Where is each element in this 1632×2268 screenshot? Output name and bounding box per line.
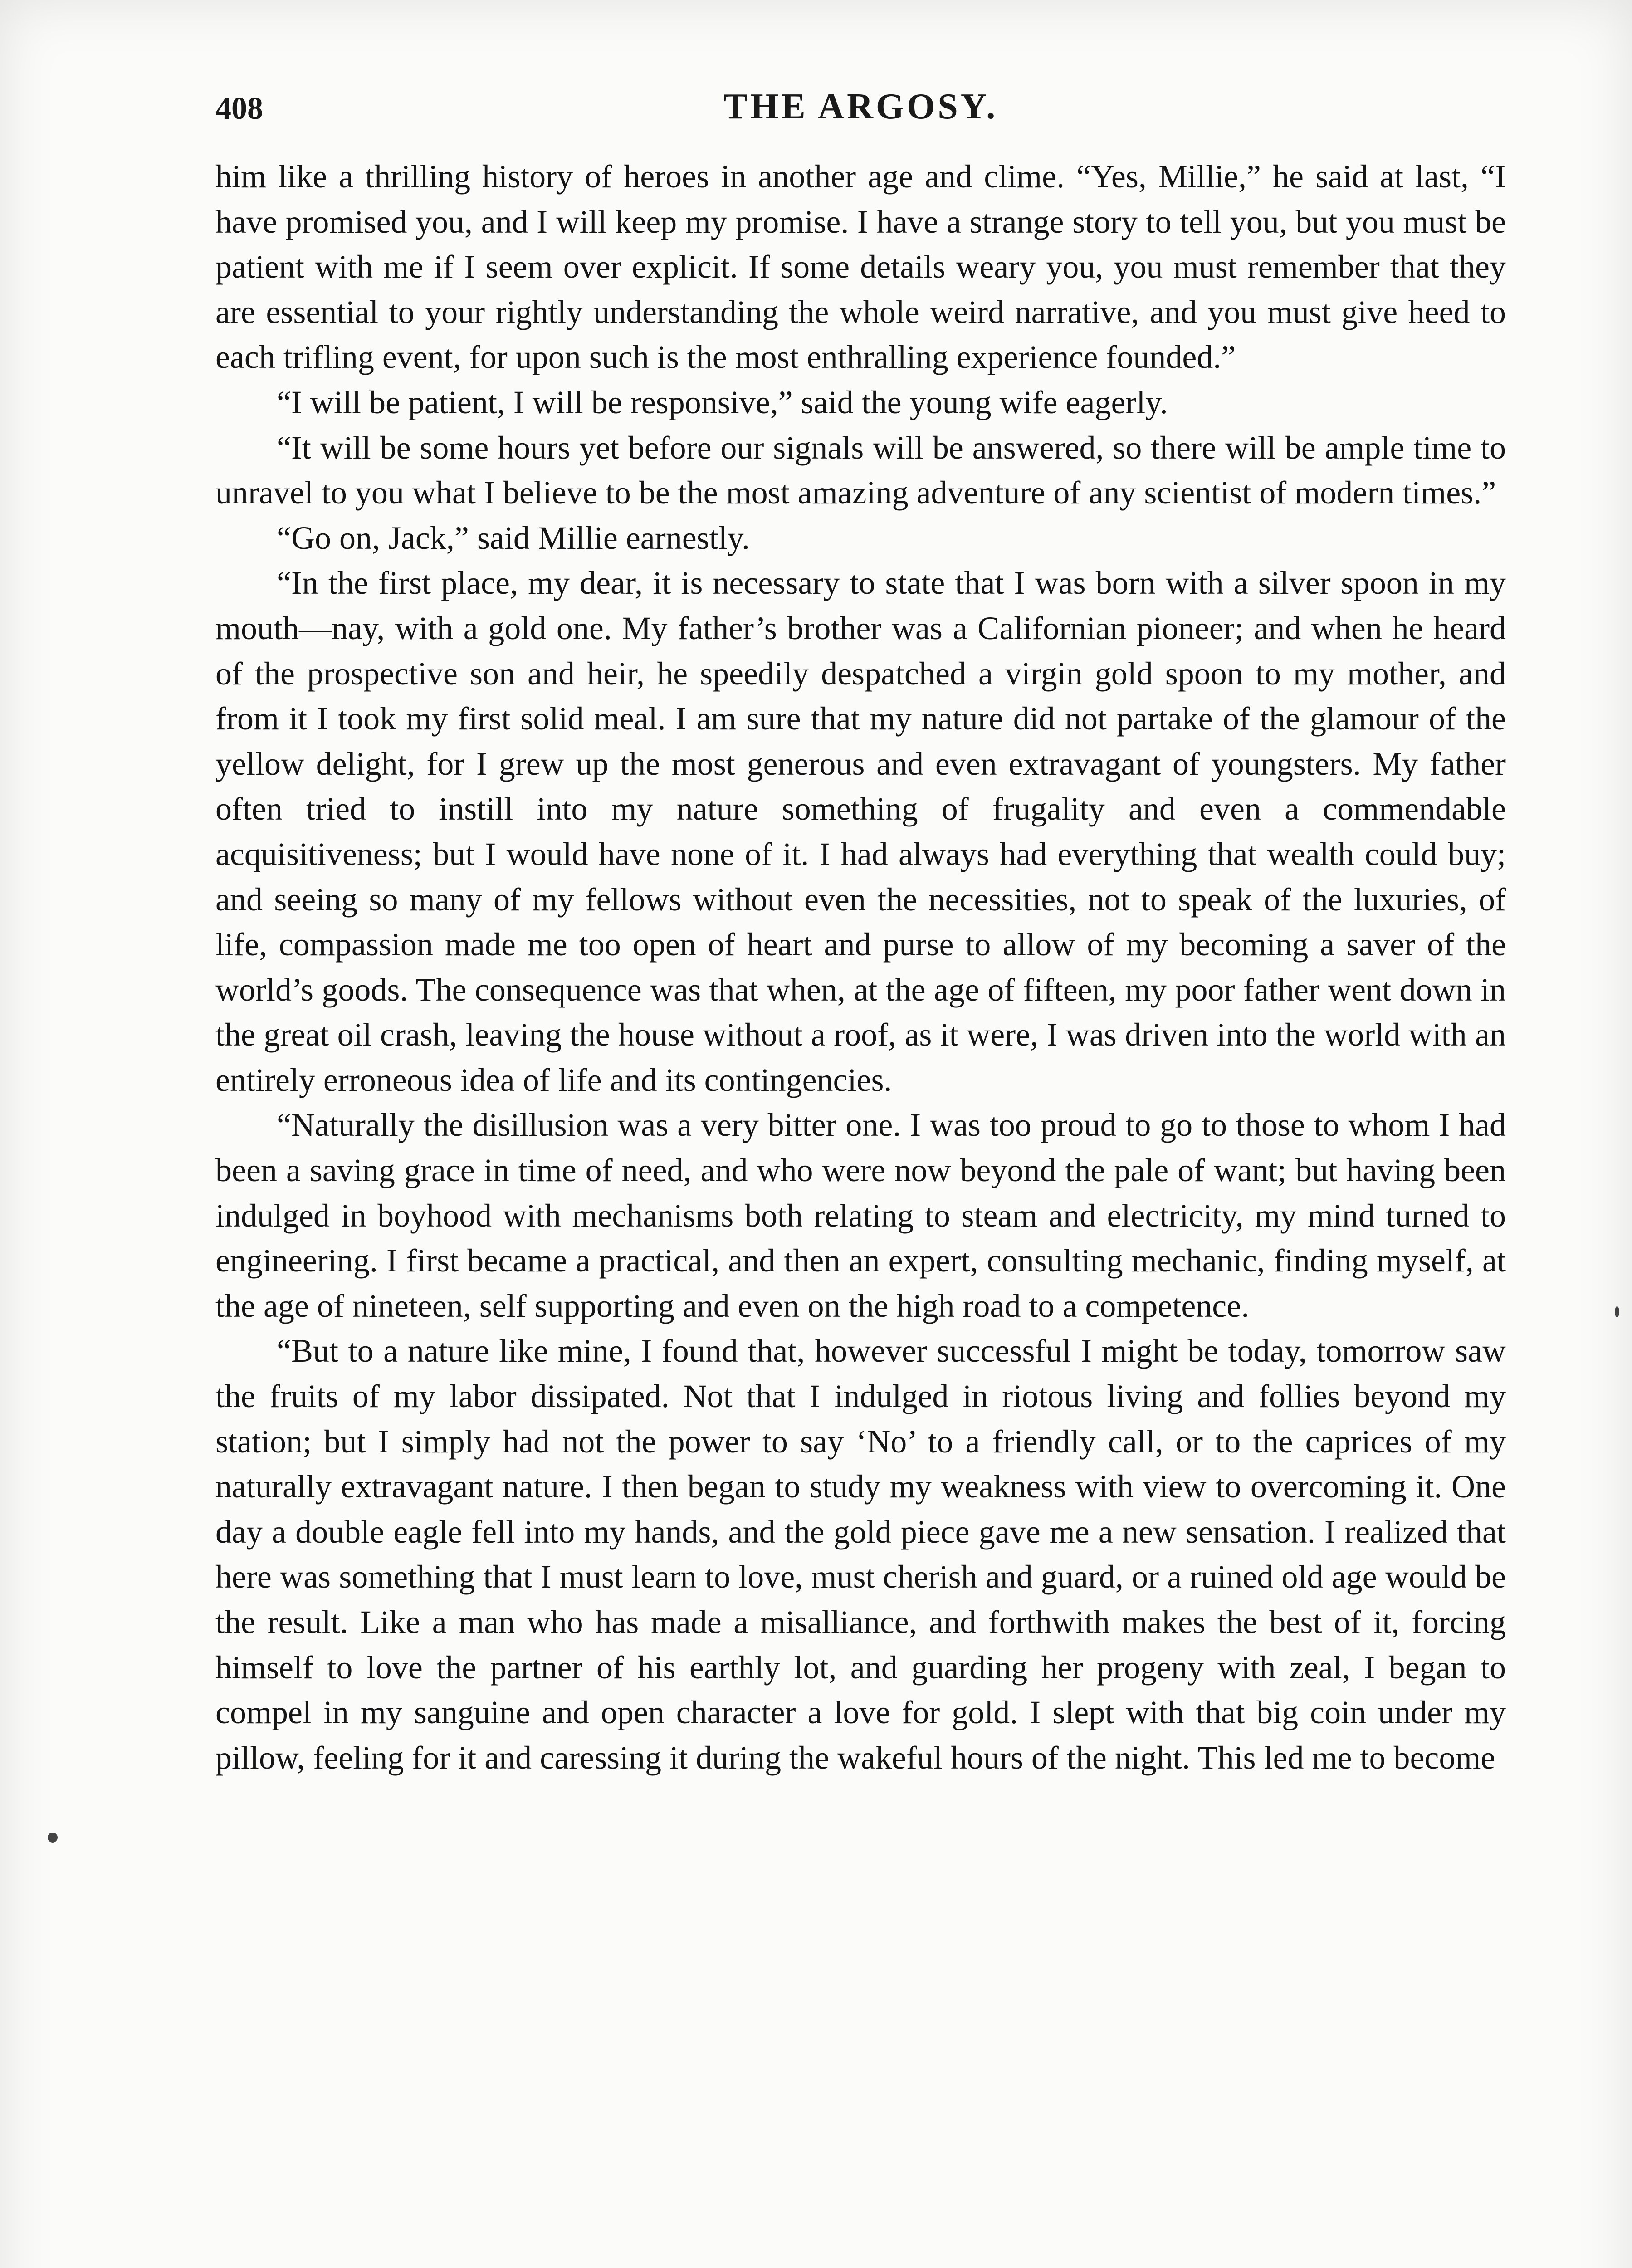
paragraph: “But to a nature like mine, I found that, however successful I might be today, tomorrow saw the fruits of my labor dissipated. Not that I indulged in riotous living and follies beyond my station; but I simply had not the power to say ‘No’ to a friendly call, or to the caprices of my naturally extravagant nature. I then began to study my weakness with view to overcoming it. One day a double eagle fell into my hands, and the gold piece gave me a new sensation. I realized that here was something that I must learn to love, must cherish and guard, or a ruined old age would be the result. Like a man who has made a misalliance, and forthwith makes the best of it, forcing himself to love the partner of his earthly lot, and guarding her progeny with zeal, I began to compel in my sanguine and open character a love for gold. I slept with that big coin under my pillow, feeling for it and caressing it during the wakeful hours of the night. This led me to become — [215, 1333, 1506, 1776]
page-number: 408 — [215, 91, 263, 126]
ink-speck — [48, 1833, 58, 1843]
ink-speck — [1615, 1306, 1619, 1317]
paragraph: “Naturally the disillusion was a very bitter one. I was too proud to go to those to whom I had been a saving grace in time of need, and who were now beyond the pale of want; but having been indulged in boyhood with mechanisms both relating to steam and electricity, my mind turned to engineering. I first became a practical, and then an expert, consulting mechanic, finding myself, at the age of nineteen, self supporting and even on the high road to a competence. — [215, 1107, 1506, 1324]
article-body — [215, 154, 1506, 1780]
paragraph: him like a thrilling history of heroes in another age and clime. “Yes, Millie,” he said at last, “I have promised you, and I will keep my promise. I have a strange story to tell you, but you must be patient with me if I seem over explicit. If some details weary you, you must remember that they are essential to your rightly understanding the whole weird narrative, and you must give heed to each trifling event, for upon such is the most enthralling experience founded.” — [215, 158, 1506, 376]
paragraph: “Go on, Jack,” said Millie earnestly. — [277, 519, 750, 556]
paragraph: “In the first place, my dear, it is necessary to state that I was born with a silver spoon in my mouth—nay, with a gold one. My father’s brother was a Californian pioneer; and when he heard of the prospective son and heir, he speedily despatched a virgin gold spoon to my mother, and from it I took my first solid meal. I am sure that my nature did not partake of the glamour of the yellow delight, for I grew up the most generous and even extravagant of youngsters. My father often tried to instill into my nature something of frugality and even a commendable acquisitiveness; but I would have none of it. I had always had everything that wealth could buy; and seeing so many of my fellows without even the necessities, not to speak of the luxuries, of life, compassion made me too open of heart and purse to allow of my becoming a saver of the world’s goods. The consequence was that when, at the age of fifteen, my poor father went down in the great oil crash, leaving the house without a roof, as it were, I was driven into the world with an entirely erroneous idea of life and its contingencies. — [215, 565, 1506, 1098]
page-header — [215, 86, 1506, 136]
paragraph: “I will be patient, I will be responsive,” said the young wife eagerly. — [277, 384, 1168, 420]
running-title: THE ARGOSY. — [723, 87, 998, 127]
paragraph: “It will be some hours yet before our signals will be answered, so there will be ample time to unravel to you what I believe to be the most amazing adventure of any scientist of modern times.” — [215, 429, 1506, 511]
